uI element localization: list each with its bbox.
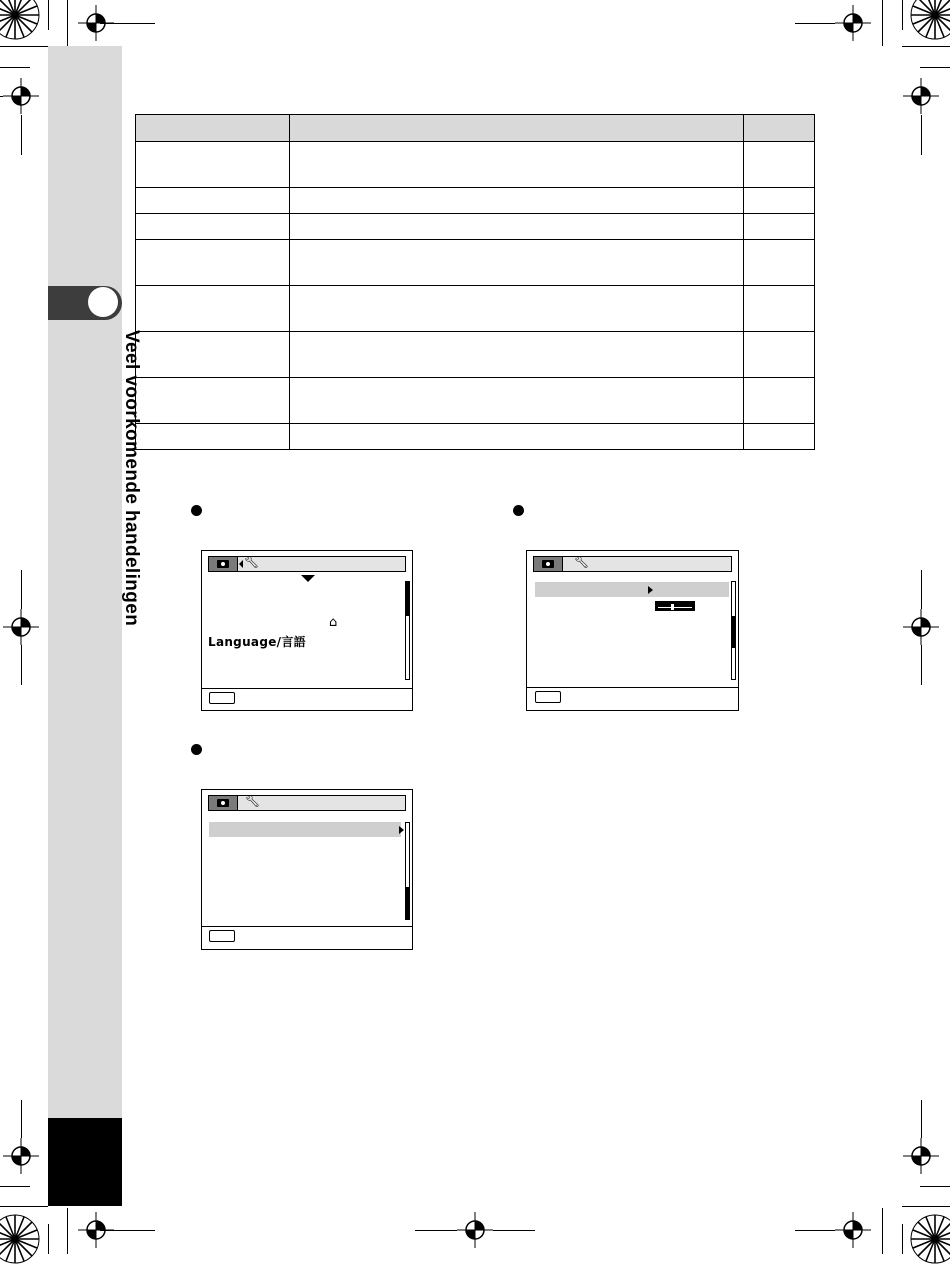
arrow-left-icon <box>239 560 243 568</box>
registration-mark <box>835 1212 871 1248</box>
table-cell <box>136 142 290 188</box>
table-cell <box>136 286 290 332</box>
crop-line <box>21 115 22 155</box>
crop-line <box>48 0 49 30</box>
crop-line <box>920 67 950 68</box>
crop-line <box>921 570 922 609</box>
footer-divider <box>527 687 738 688</box>
registration-mark <box>903 609 939 645</box>
table-row <box>136 424 815 450</box>
crop-line <box>882 0 883 46</box>
starburst-mark <box>0 0 40 40</box>
menu-tab-bar <box>208 795 406 811</box>
table-cell <box>744 214 815 240</box>
wrench-icon[interactable]: 🔧︎ <box>245 794 261 808</box>
camera-icon <box>217 560 229 568</box>
registration-mark <box>3 609 39 645</box>
crop-line <box>0 67 30 68</box>
menu-table <box>135 114 815 450</box>
tab-record[interactable] <box>534 557 563 571</box>
brightness-slider[interactable] <box>655 601 695 611</box>
table-row <box>136 188 815 214</box>
starburst-mark <box>910 0 950 40</box>
table-cell <box>136 332 290 378</box>
table-cell <box>136 188 290 214</box>
table-header-cell <box>744 115 815 142</box>
step-bullet <box>513 505 524 516</box>
table-cell <box>290 424 744 450</box>
highlighted-menu-row[interactable] <box>209 822 401 837</box>
table-row <box>136 142 815 188</box>
camera-screen-setup-bottom <box>201 789 413 950</box>
crop-line <box>0 1206 48 1207</box>
registration-mark <box>903 78 939 114</box>
crop-line <box>921 115 922 155</box>
crop-line <box>67 0 68 46</box>
table-row <box>136 378 815 424</box>
crop-line <box>67 1208 68 1254</box>
camera-icon <box>542 560 554 568</box>
crop-line <box>48 1224 49 1254</box>
wrench-icon[interactable]: 🔧︎ <box>574 555 590 569</box>
highlighted-menu-row[interactable] <box>535 582 729 597</box>
table-cell <box>290 332 744 378</box>
chapter-title: Veel voorkomende handelingen <box>121 330 142 627</box>
footer-divider <box>202 688 412 689</box>
tab-record[interactable] <box>209 796 238 810</box>
camera-icon <box>217 799 229 807</box>
table-cell <box>744 378 815 424</box>
scrollbar-thumb[interactable] <box>732 616 735 648</box>
registration-mark <box>457 1212 493 1248</box>
table-cell <box>744 142 815 188</box>
table-cell <box>290 188 744 214</box>
menu-button-icon[interactable] <box>209 930 235 942</box>
menu-tab-bar <box>533 556 732 572</box>
scrollbar-thumb[interactable] <box>406 887 409 919</box>
registration-mark <box>903 1138 939 1174</box>
crop-line <box>415 1230 457 1231</box>
table-row <box>136 286 815 332</box>
crop-line <box>902 1206 950 1207</box>
table-cell <box>290 286 744 332</box>
table-cell <box>136 378 290 424</box>
crop-line <box>493 1230 535 1231</box>
page-number-block <box>48 1118 122 1206</box>
table-cell <box>136 424 290 450</box>
registration-mark <box>835 5 871 41</box>
footer-divider <box>202 926 412 927</box>
crop-line <box>0 46 48 47</box>
crop-line <box>795 23 835 24</box>
crop-line <box>920 1186 950 1187</box>
starburst-mark <box>910 1214 950 1264</box>
crop-line <box>21 645 22 685</box>
crop-line <box>21 570 22 609</box>
table-cell <box>290 142 744 188</box>
table-header-cell <box>290 115 744 142</box>
camera-screen-setup-slider <box>526 550 739 711</box>
crop-line <box>902 0 903 30</box>
menu-button-icon[interactable] <box>535 691 561 703</box>
language-menu-item[interactable]: Language/言語 <box>208 635 306 649</box>
slider-knob[interactable] <box>671 604 674 610</box>
starburst-mark <box>0 1214 40 1264</box>
chapter-number-circle <box>88 287 118 317</box>
table-cell <box>290 378 744 424</box>
table-cell <box>744 286 815 332</box>
registration-mark <box>3 1138 39 1174</box>
menu-button-icon[interactable] <box>209 692 235 704</box>
table-row <box>136 332 815 378</box>
menu-tab-bar <box>208 556 406 572</box>
scrollbar[interactable] <box>731 581 736 680</box>
crop-line <box>902 1224 903 1254</box>
arrow-right-icon <box>648 586 653 594</box>
table-cell <box>744 332 815 378</box>
crop-line <box>921 1100 922 1138</box>
step-bullet <box>191 744 202 755</box>
table-cell <box>744 424 815 450</box>
crop-line <box>902 46 950 47</box>
crop-line <box>21 1100 22 1138</box>
table-cell <box>136 214 290 240</box>
crop-line <box>100 23 155 24</box>
table-cell <box>290 240 744 286</box>
arrow-right-icon <box>399 826 404 834</box>
scrollbar[interactable] <box>405 822 410 920</box>
slider-track <box>658 607 692 608</box>
table-row <box>136 240 815 286</box>
table-cell <box>290 214 744 240</box>
table-cell <box>744 240 815 286</box>
tab-record[interactable] <box>209 557 238 571</box>
registration-mark <box>3 78 39 114</box>
table-row <box>136 214 815 240</box>
camera-screen-setup-language <box>201 550 413 711</box>
crop-line <box>100 1230 155 1231</box>
scrollbar[interactable] <box>405 581 410 680</box>
step-bullet <box>191 505 202 516</box>
home-icon: ⌂ <box>329 615 338 630</box>
crop-line <box>0 96 3 97</box>
crop-line <box>795 1230 835 1231</box>
scrollbar-thumb[interactable] <box>406 582 409 616</box>
table-cell <box>744 188 815 214</box>
table-cell <box>136 240 290 286</box>
arrow-down-icon <box>301 575 315 582</box>
table-header-cell <box>136 115 290 142</box>
wrench-icon[interactable]: 🔧︎ <box>244 555 260 569</box>
table-header-row <box>136 115 815 142</box>
crop-line <box>882 1208 883 1254</box>
crop-line <box>921 645 922 685</box>
crop-line <box>0 1186 30 1187</box>
